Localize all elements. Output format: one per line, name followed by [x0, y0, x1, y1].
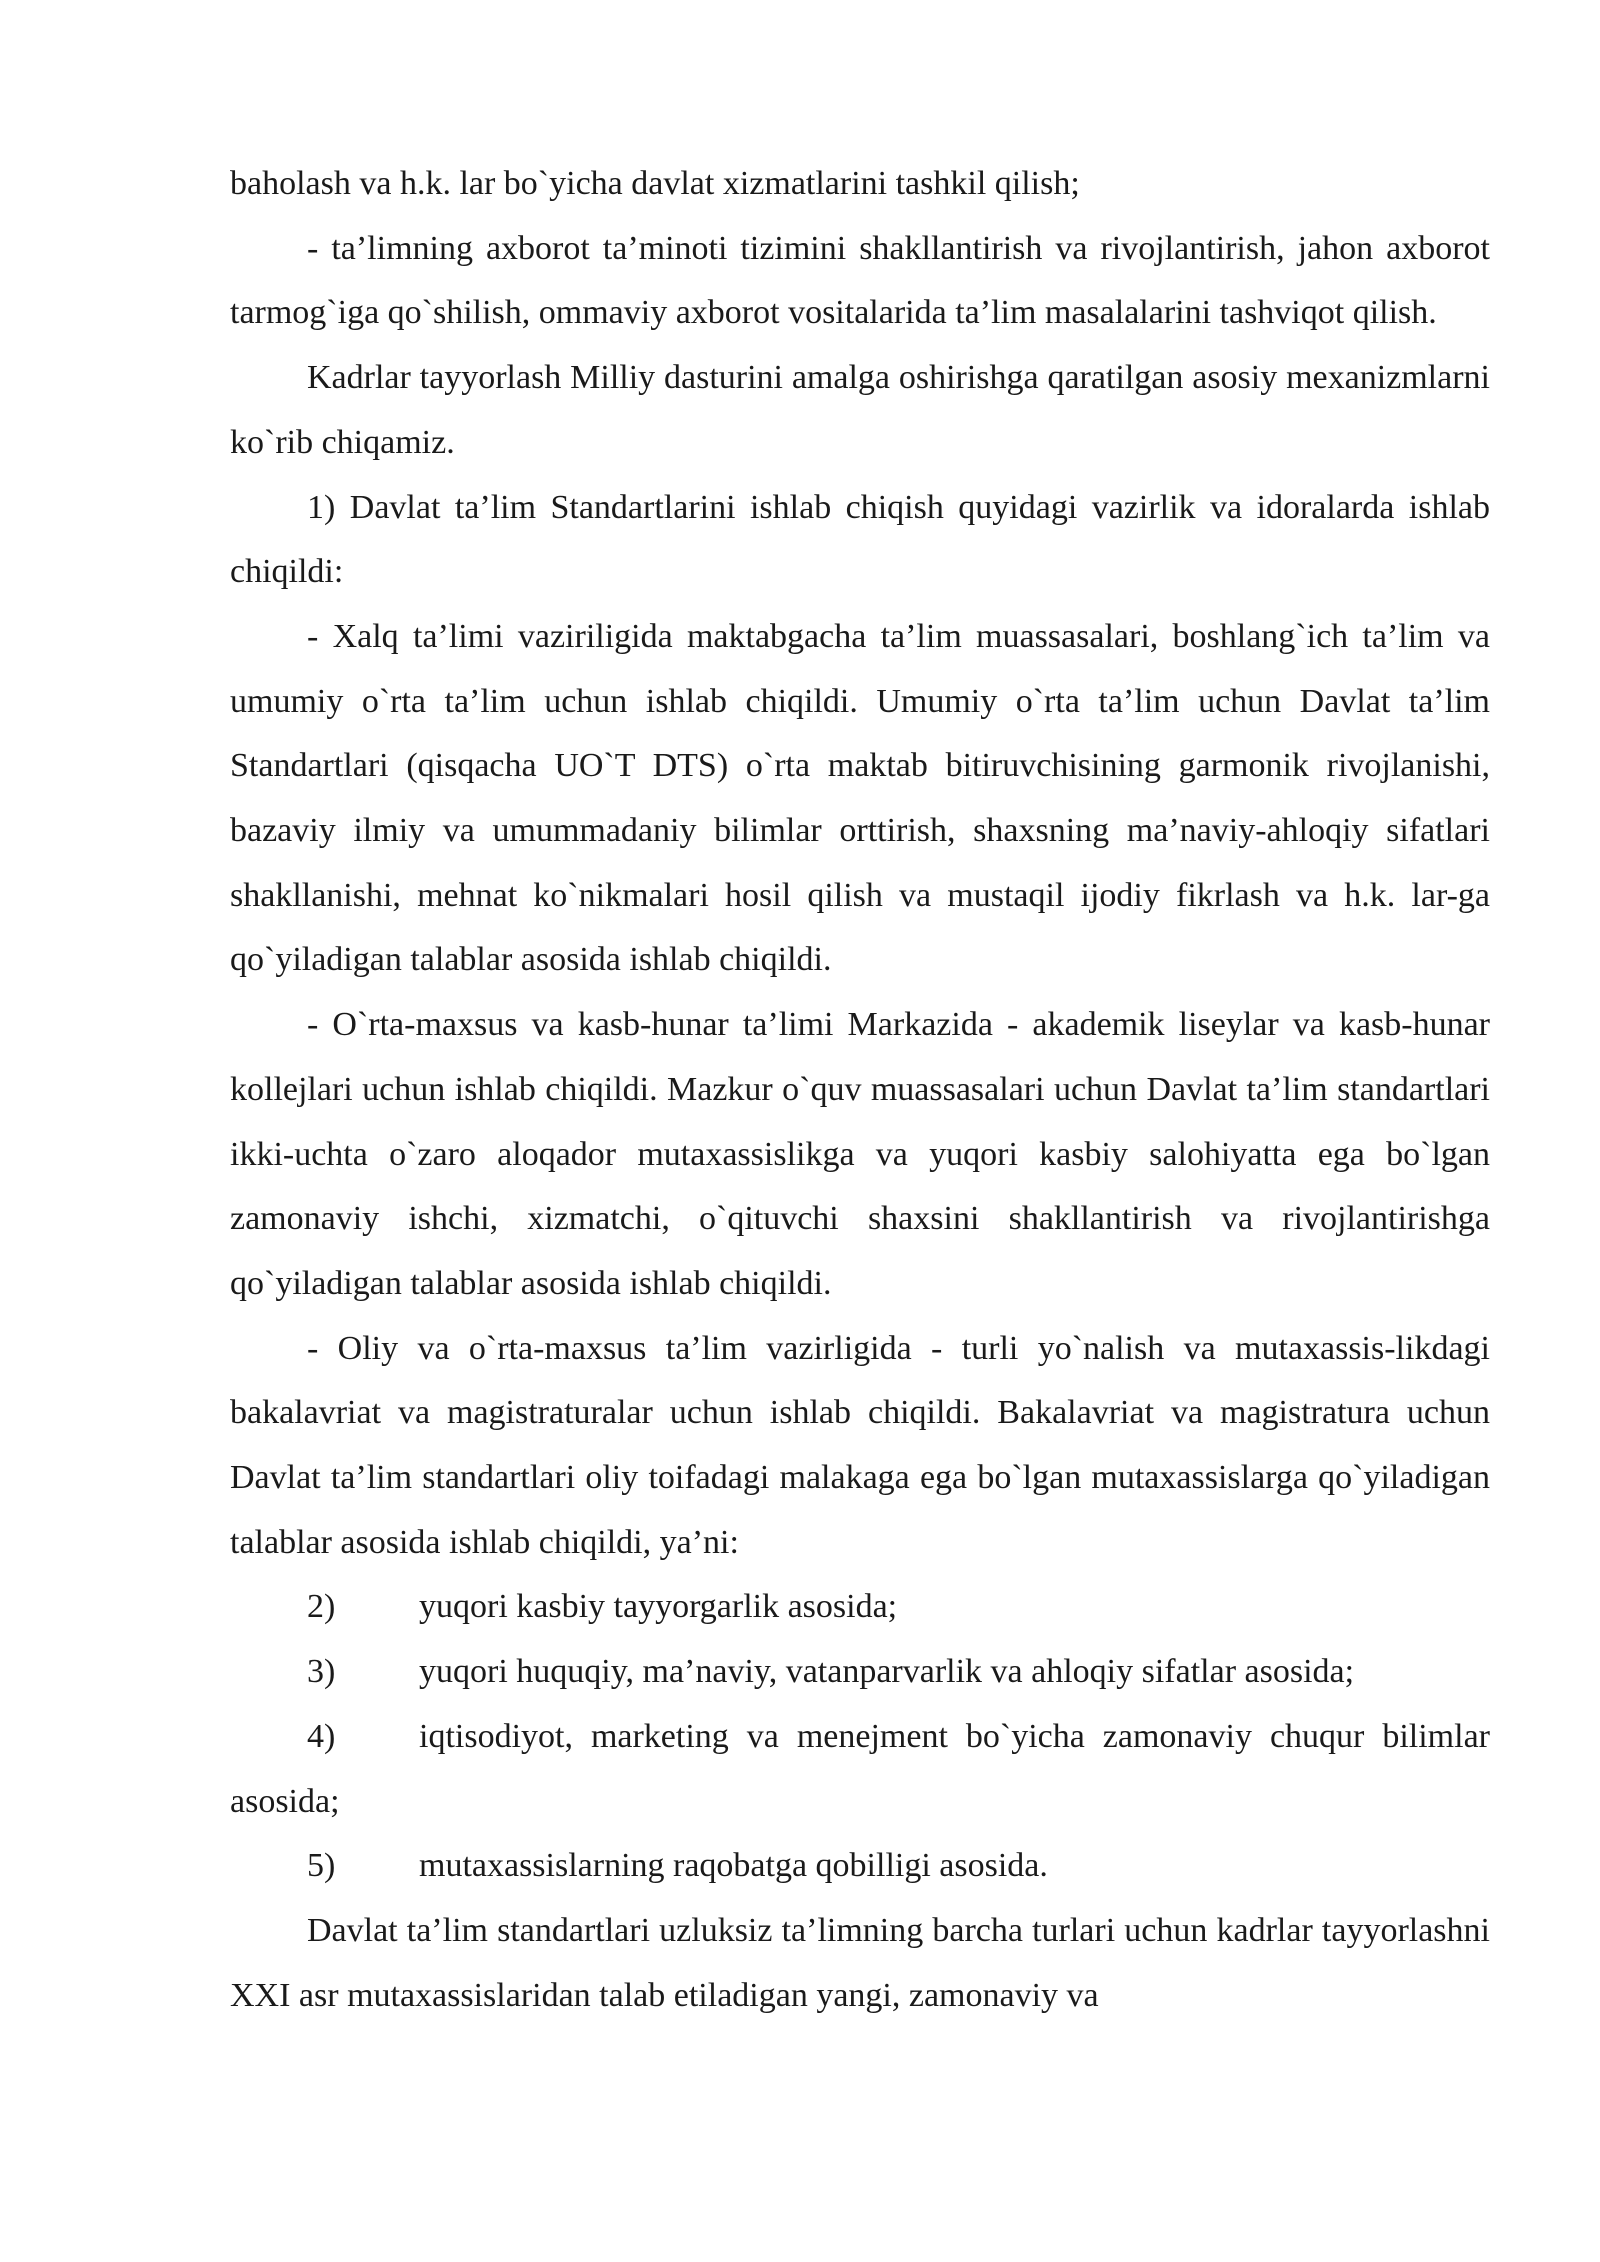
list-item-number: 4)	[307, 1717, 336, 1755]
paragraph: - O`rta-maxsus va kasb-hunar ta’limi Markazida - akademik liseylar va kasb-hunar kollejlari uchun ishlab chiqildi. Mazkur o`quv muassasalari uchun Davlat ta’lim standartlari ikki-uchta o`zaro aloqador mutaxassislikga va yuqori kasbiy salohiyatta ega bo`lgan zamonaviy ishchi, xizmatchi, o`qituvchi shaxsini shakllantirish va rivojlantirishga qo`yiladigan talablar asosida ishlab chiqildi.	[230, 1006, 1490, 1302]
list-item-text: iqtisodiyot, marketing va menejment bo`yicha zamonaviy chuqur bilimlar asosida;	[230, 1717, 1490, 1820]
paragraph: Kadrlar tayyorlash Milliy dasturini amalga oshirishga qaratilgan asosiy mexanizmlarni ko`rib chiqamiz.	[230, 359, 1490, 461]
list-item-text: mutaxassislarning raqobatga qobilligi asosida.	[419, 1847, 1048, 1885]
list-item	[230, 1705, 1490, 1834]
paragraph: - Oliy va o`rta-maxsus ta’lim vazirligida - turli yo`nalish va mutaxassis-likdagi bakalavriat va magistraturalar uchun ishlab chiqildi. Bakalavriat va magistratura uchun Davlat ta’lim standartlari oliy toifadagi malakaga ega bo`lgan mutaxassislarga qo`yiladigan talablar asosida ishlab chiqildi, ya’ni:	[230, 1329, 1490, 1561]
list-item-number: 5)	[307, 1847, 336, 1885]
list-item	[230, 1575, 1490, 1640]
paragraph: - Xalq ta’limi vaziriligida maktabgacha ta’lim muassasalari, boshlang`ich ta’lim va umumiy o`rta ta’lim uchun ishlab chiqildi. Umumiy o`rta ta’lim uchun Davlat ta’lim Standartlari (qisqacha UO`T DTS) o`rta maktab bitiruvchisining garmonik rivojlanishi, bazaviy ilmiy va umummadaniy bilimlar orttirish, shaxsning ma’naviy-ahloqiy sifatlari shakllanishi, mehnat ko`nikmalari hosil qilish va mustaqil ijodiy fikrlash va h.k. lar-ga qo`yiladigan talablar asosida ishlab chiqildi.	[230, 617, 1490, 979]
list-item	[230, 1834, 1490, 1899]
paragraph: 1) Davlat ta’lim Standartlarini ishlab chiqish quyidagi vazirlik va idoralarda ishlab chiqildi:	[230, 488, 1490, 591]
list-item	[230, 1640, 1490, 1705]
closing-paragraph: Davlat ta’lim standartlari uzluksiz ta’limning barcha turlari uchun kadrlar tayyorlashni XXI asr mutaxassislaridan talab etiladigan yangi, zamonaviy va	[230, 1911, 1490, 2014]
document-body	[230, 152, 1490, 2028]
list-item-number: 2)	[307, 1588, 336, 1626]
paragraph: - ta’limning axborot ta’minoti tizimini shakllantirish va rivojlantirish, jahon axborot tarmog`iga qo`shilish, ommaviy axborot vositalarida ta’lim masalalarini tashviqot qilish.	[230, 229, 1490, 332]
list-item-number: 3)	[307, 1653, 336, 1691]
list-item-text: yuqori kasbiy tayyorgarlik asosida;	[419, 1588, 898, 1626]
paragraph: baholash va h.k. lar bo`yicha davlat xizmatlarini tashkil qilish;	[230, 165, 1080, 202]
list-item-text: yuqori huquqiy, ma’naviy, vatanparvarlik va ahloqiy sifatlar asosida;	[419, 1653, 1355, 1691]
